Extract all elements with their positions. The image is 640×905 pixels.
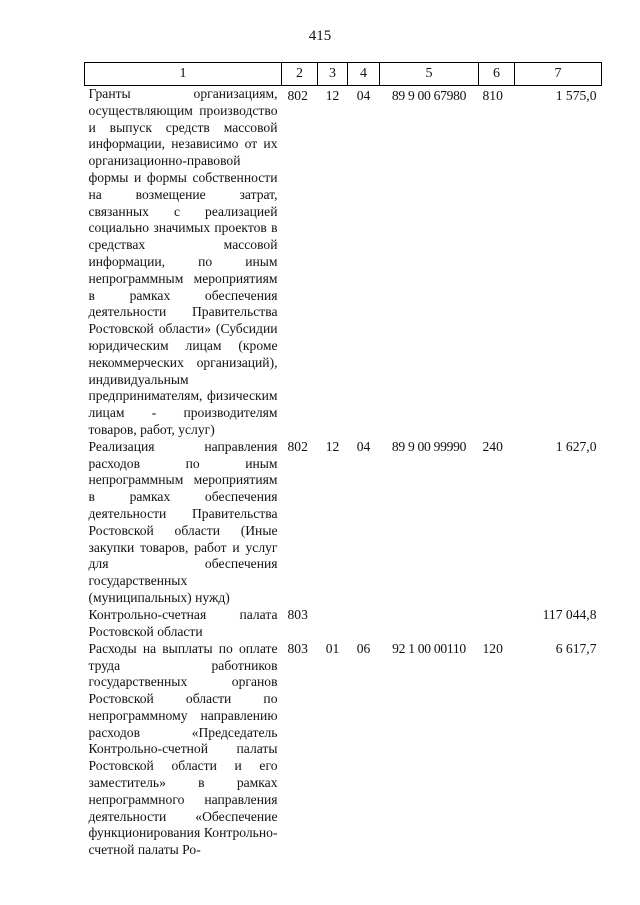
row-amount: 117 044,8 — [542, 606, 597, 622]
table-header-row — [85, 63, 602, 86]
row-expense-type: 120 — [482, 640, 503, 656]
row-target-article — [380, 607, 479, 641]
row-expense-type: 810 — [482, 88, 503, 103]
column-header-1: 1 — [85, 63, 282, 86]
row-subsection-code: 06 — [356, 640, 371, 656]
row-ministry-code: 803 — [287, 606, 308, 622]
row-ministry-code: 803 — [287, 640, 308, 656]
row-amount: 1 627,0 — [555, 438, 597, 454]
column-header-5: 5 — [380, 63, 479, 86]
row-subsection-code — [348, 607, 380, 641]
row-amount: 1 575,0 — [555, 88, 597, 103]
row-description: Гранты организациям, осуществляющим производство и выпуск средств массовой информации, независимо от их организационно-правовой формы и формы собственности на возмещение затрат, связанных с реализацией социально значимых проектов в средствах массовой информации, по иным непрограммным мероприятиям в рамках обеспечения деятельности Правительства Ростовской области» (Субсидии юридическим лицам (кроме некоммерческих организаций), индивидуальным предпринимателям, физическим лицам - производителям товаров, работ, услуг) — [88, 86, 278, 437]
row-ministry-code: 802 — [287, 88, 308, 103]
column-header-3: 3 — [318, 63, 348, 86]
row-target-article: 89 9 00 99990 — [391, 438, 467, 454]
row-amount: 6 617,7 — [555, 640, 597, 656]
column-header-2: 2 — [282, 63, 318, 86]
row-section-code: 01 — [325, 640, 340, 656]
row-section-code: 12 — [325, 438, 340, 454]
column-header-7: 7 — [515, 63, 602, 86]
row-subsection-code: 04 — [356, 88, 371, 103]
column-header-6: 6 — [479, 63, 515, 86]
row-target-article: 89 9 00 67980 — [391, 88, 467, 103]
row-section-code — [318, 607, 348, 641]
row-subsection-code: 04 — [356, 438, 371, 454]
table-row — [85, 439, 602, 607]
row-description: Контрольно-счетная палата Ростовской области — [88, 606, 278, 639]
row-description: Расходы на выплаты по оплате труда работников государственных органов Ростовской области по непрограммному направлению расходов «Председатель Контрольно-счетной палаты Ростовской области и его заместитель» в рамках непрограммного направления деятельности «Обеспечение функционирования Контрольно-счетной палаты Ро- — [88, 640, 278, 858]
table-row — [85, 86, 602, 439]
row-target-article: 92 1 00 00110 — [392, 640, 466, 656]
table-row — [85, 641, 602, 861]
row-expense-type — [479, 607, 515, 641]
row-section-code: 12 — [325, 88, 340, 103]
table-row — [85, 607, 602, 641]
row-ministry-code: 802 — [287, 438, 308, 454]
row-expense-type: 240 — [482, 438, 503, 454]
column-header-4: 4 — [348, 63, 380, 86]
row-description: Реализация направления расходов по иным непрограммным мероприятиям в рамках обеспечения деятельности Правительства Ростовской области (Иные закупки товаров, работ и услуг для обеспечения государственных (муниципальных) нужд) — [88, 438, 278, 605]
budget-table — [84, 62, 602, 861]
page-number: 415 — [308, 28, 332, 44]
